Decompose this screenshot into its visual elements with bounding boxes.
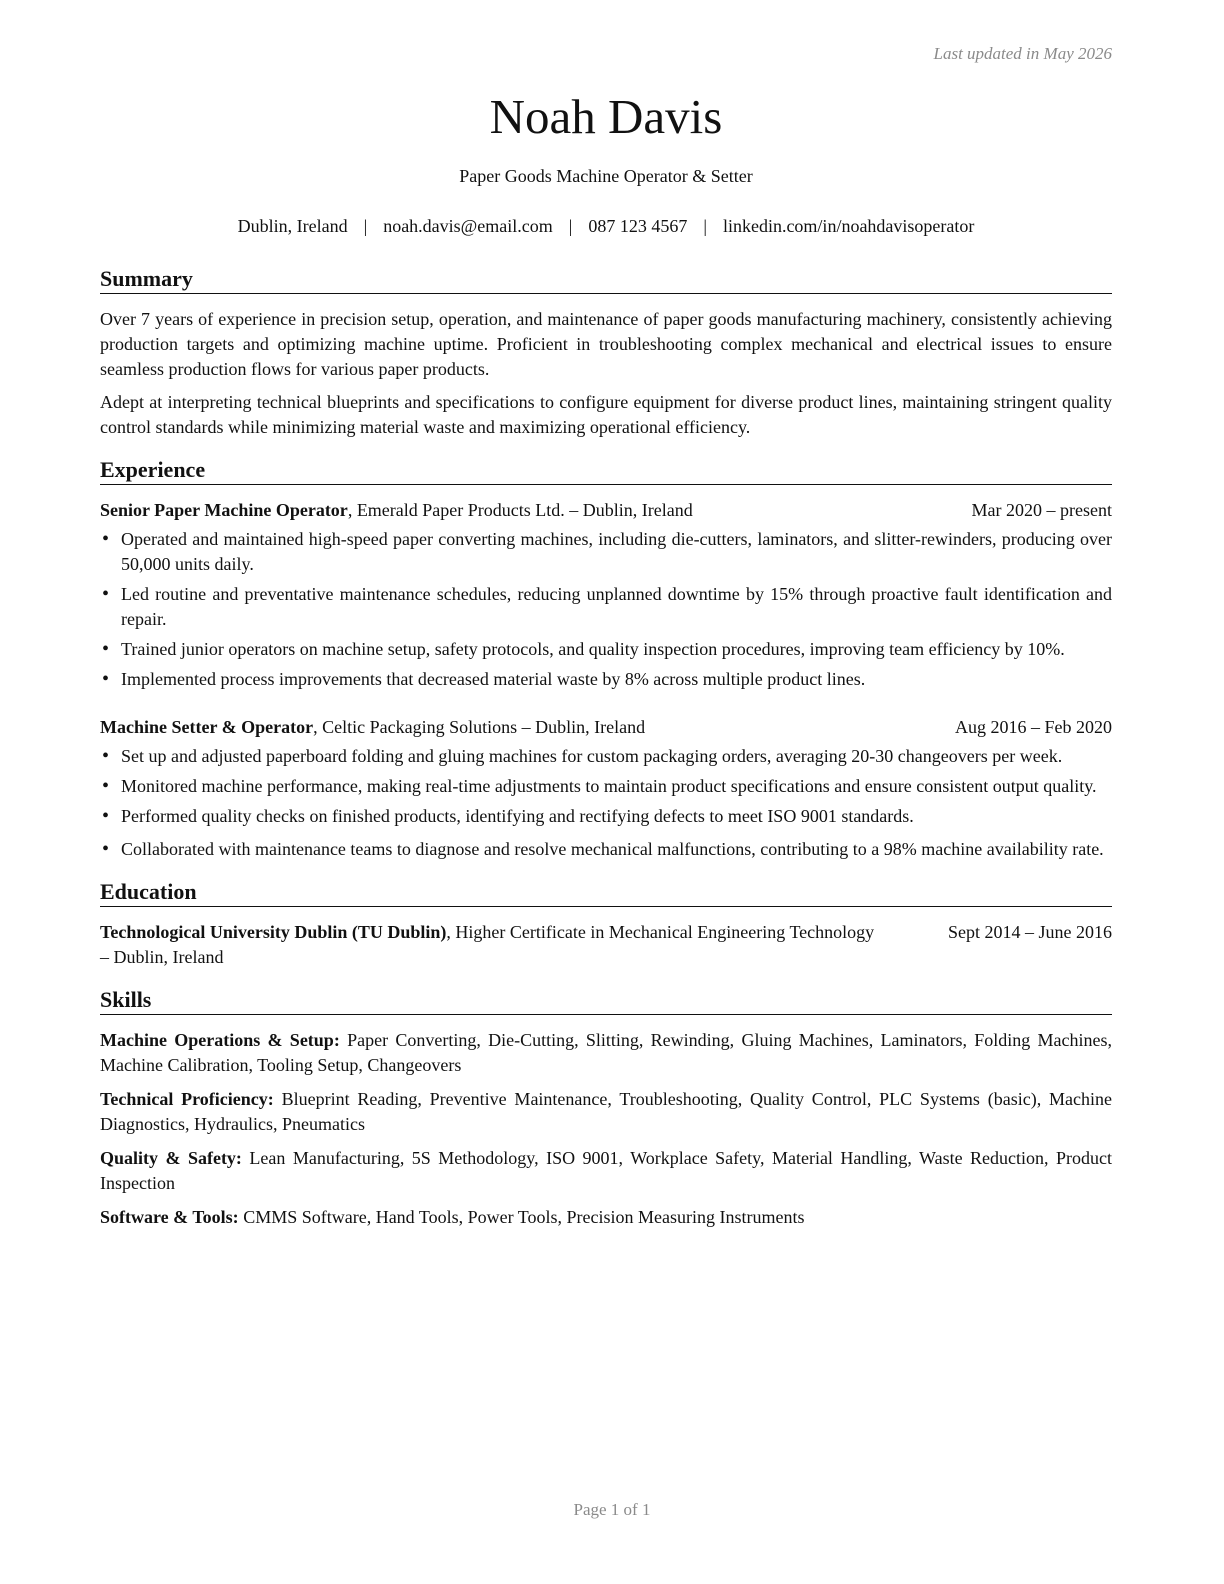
candidate-name: Noah Davis [489, 89, 723, 144]
bullet-item: • Trained junior operators on machine setup, safety protocols, and quality inspection procedures, improving team efficiency by 10%. [100, 637, 1112, 662]
education-entry [100, 920, 1112, 970]
experience-entry-header [100, 498, 1112, 523]
bullet-item: • Collaborated with maintenance teams to diagnose and resolve mechanical malfunctions, contributing to a 98% machine availability rate. [100, 837, 1112, 862]
contact-separator: | [363, 216, 368, 236]
last-updated-note: Last updated in May 2026 [933, 44, 1112, 63]
contact-line [100, 216, 1112, 237]
job-title: Senior Paper Machine Operator [100, 500, 348, 520]
education-dates: Sept 2014 – June 2016 [948, 922, 1112, 942]
summary-section [100, 307, 1112, 440]
experience-entry [100, 498, 1112, 692]
skill-group [100, 1028, 1112, 1078]
skill-group [100, 1146, 1112, 1196]
contact-email[interactable]: noah.davis@email.com [383, 216, 553, 236]
bullet-item: • Implemented process improvements that decreased material waste by 8% across multiple product lines. [100, 667, 1112, 692]
contact-phone: 087 123 4567 [588, 216, 688, 236]
experience-entry-header [100, 715, 1112, 740]
bullet-item: • Performed quality checks on finished products, identifying and rectifying defects to meet ISO 9001 standards. [100, 804, 1112, 829]
skill-group-label: Quality & Safety: [100, 1148, 242, 1168]
skills-heading: Skills [100, 986, 1112, 1015]
bullet-item: • Operated and maintained high-speed paper converting machines, including die-cutters, laminators, and slitter-rewinders, producing over 50,000 units daily. [100, 527, 1112, 577]
skill-group [100, 1087, 1112, 1137]
contact-location: Dublin, Ireland [237, 216, 348, 236]
job-bullets [100, 527, 1112, 692]
skill-group-value: Paper Converting, Die-Cutting, Slitting, Rewinding, Gluing Machines, Laminators, Folding Machines, Machine Calibration, Tooling Setup, Changeovers [100, 1030, 1112, 1075]
school-name: Technological University Dublin (TU Dublin) [100, 922, 447, 942]
contact-linkedin[interactable]: linkedin.com/in/noahdavisoperator [722, 216, 975, 236]
skill-group-label: Software & Tools: [100, 1207, 239, 1227]
experience-heading: Experience [100, 456, 1112, 485]
resume-content [100, 82, 1112, 1230]
skill-group-value: Blueprint Reading, Preventive Maintenance, Troubleshooting, Quality Control, PLC Systems (basic), Machine Diagnostics, Hydraulics, Pneumatics [100, 1089, 1112, 1134]
bullet-item: • Monitored machine performance, making real-time adjustments to maintain product specifications and ensure consistent output quality. [100, 774, 1112, 799]
skill-group-value: Lean Manufacturing, 5S Methodology, ISO 9001, Workplace Safety, Material Handling, Waste Reduction, Product Inspection [100, 1148, 1112, 1193]
job-dates: Aug 2016 – Feb 2020 [955, 717, 1112, 737]
job-employer: , Celtic Packaging Solutions – Dublin, Ireland [313, 717, 646, 737]
page-number: Page 1 of 1 [573, 1500, 651, 1519]
skill-group-value: CMMS Software, Hand Tools, Power Tools, Precision Measuring Instruments [238, 1207, 805, 1227]
experience-entry [100, 715, 1112, 862]
bullet-item: • Led routine and preventative maintenance schedules, reducing unplanned downtime by 15% through proactive fault identification and repair. [100, 582, 1112, 632]
education-heading: Education [100, 878, 1112, 907]
candidate-headline: Paper Goods Machine Operator & Setter [459, 166, 753, 186]
job-employer: , Emerald Paper Products Ltd. – Dublin, Ireland [347, 500, 693, 520]
contact-separator: | [703, 216, 707, 236]
skill-group-label: Technical Proficiency: [100, 1089, 274, 1109]
skill-group [100, 1205, 1112, 1230]
bullet-item: • Set up and adjusted paperboard folding and gluing machines for custom packaging orders, averaging 20-30 changeovers per week. [100, 744, 1112, 769]
skill-group-label: Machine Operations & Setup: [100, 1030, 340, 1050]
job-title: Machine Setter & Operator [100, 717, 314, 737]
degree-detail: , Higher Certificate in Mechanical Engineering Technology – Dublin, Ireland [100, 922, 875, 967]
job-dates: Mar 2020 – present [971, 500, 1112, 520]
contact-separator: | [568, 216, 573, 236]
summary-paragraph: Adept at interpreting technical blueprints and specifications to configure equipment for diverse product lines, maintaining stringent quality control standards while minimizing material waste and maximizing operational efficiency. [100, 392, 1112, 437]
skills-section [100, 1028, 1112, 1230]
summary-paragraph: Over 7 years of experience in precision setup, operation, and maintenance of paper goods manufacturing machinery, consistently achieving production targets and optimizing machine uptime. Proficient in troubleshooting complex mechanical and electrical issues to ensure seamless production flows for various paper products. [100, 309, 1112, 379]
job-bullets [100, 744, 1112, 862]
summary-heading: Summary [100, 265, 1112, 294]
